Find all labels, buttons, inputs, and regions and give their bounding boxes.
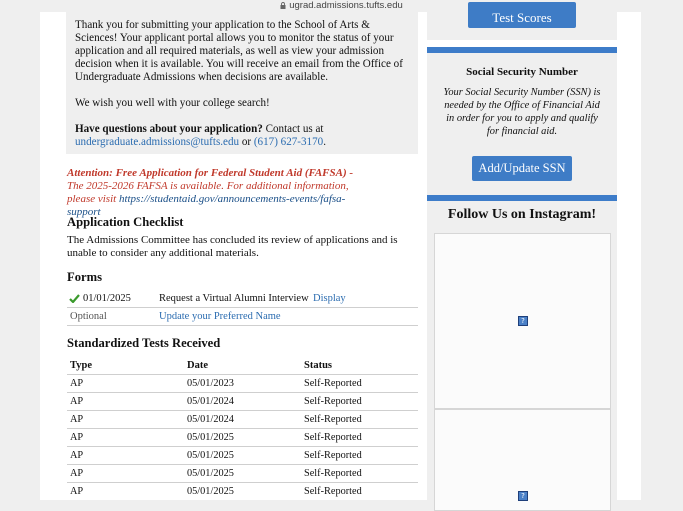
phone-link[interactable]: (617) 627-3170	[253, 136, 324, 148]
contact-label: Contact us at	[262, 123, 324, 135]
col-status: Status	[304, 360, 333, 371]
update-preferred-name-link[interactable]: Update your Preferred Name	[159, 311, 281, 322]
table-row	[67, 392, 418, 411]
forms-title: Forms	[67, 270, 102, 284]
test-date: 05/01/2025	[187, 432, 234, 443]
test-status: Self-Reported	[304, 396, 362, 407]
period: .	[323, 136, 326, 148]
ssn-title: Social Security Number	[466, 66, 578, 78]
test-status: Self-Reported	[304, 432, 362, 443]
tests-title: Standardized Tests Received	[67, 336, 221, 350]
url-text: ugrad.admissions.tufts.edu	[289, 0, 403, 11]
contact-text	[75, 123, 410, 149]
test-type: AP	[70, 486, 84, 497]
col-type: Type	[70, 360, 92, 371]
test-date: 05/01/2025	[187, 468, 234, 479]
test-date: 05/01/2025	[187, 486, 234, 497]
broken-image-icon: ?	[518, 491, 528, 501]
test-date: 05/01/2023	[187, 378, 234, 389]
or-text: or	[239, 136, 254, 148]
fafsa-text: The 2025-2026 FAFSA is available. For additional information, please visit	[67, 180, 349, 205]
test-type: AP	[70, 450, 84, 461]
checklist-title: Application Checklist	[67, 215, 184, 229]
optional-label: Optional	[70, 311, 107, 322]
test-type: AP	[70, 396, 84, 407]
lock-icon	[280, 2, 286, 9]
test-status: Self-Reported	[304, 486, 362, 497]
intro-paragraph: Thank you for submitting your application to the School of Arts & Sciences! Your applicant portal allows you to monitor the status of your application and all required materials, as well as view your admission decision when it is available. You will receive an email from the Office of Undergraduate Admissions when decisions are available.	[75, 19, 403, 83]
page-content	[40, 12, 641, 500]
table-row	[67, 410, 418, 429]
test-status: Self-Reported	[304, 450, 362, 461]
intro-panel	[66, 12, 418, 154]
test-scores-panel	[427, 12, 617, 40]
tests-table-header	[67, 360, 418, 374]
fafsa-heading: Attention: Free Application for Federal Student Aid (FAFSA) -	[67, 167, 354, 179]
col-date: Date	[187, 360, 208, 371]
ssn-panel	[427, 47, 617, 195]
form-row	[67, 290, 418, 308]
questions-heading: Have questions about your application?	[75, 123, 263, 135]
test-type: AP	[70, 414, 84, 425]
test-date: 05/01/2024	[187, 414, 234, 425]
test-type: AP	[70, 378, 84, 389]
test-date: 05/01/2024	[187, 396, 234, 407]
table-row	[67, 374, 418, 393]
instagram-post[interactable]	[434, 233, 611, 409]
checkmark-icon	[69, 294, 80, 303]
instagram-post[interactable]	[434, 409, 611, 511]
browser-url-bar[interactable]	[0, 0, 683, 12]
add-update-ssn-button[interactable]: Add/Update SSN	[472, 156, 572, 181]
display-link[interactable]: Display	[313, 293, 346, 304]
broken-image-icon: ?	[518, 316, 528, 326]
form-name: Request a Virtual Alumni Interview	[159, 293, 309, 304]
email-link[interactable]: undergraduate.admissions@tufts.edu	[75, 136, 240, 148]
checklist-text: The Admissions Committee has concluded its review of applications and is unable to consider any additional materials.	[67, 234, 398, 259]
fafsa-notice	[67, 167, 367, 219]
test-date: 05/01/2025	[187, 450, 234, 461]
table-row	[67, 428, 418, 447]
test-type: AP	[70, 432, 84, 443]
instagram-panel	[427, 195, 617, 506]
table-row	[67, 464, 418, 483]
table-row	[67, 446, 418, 465]
test-status: Self-Reported	[304, 414, 362, 425]
instagram-title: Follow Us on Instagram!	[447, 207, 597, 222]
wish-text: We wish you well with your college search!	[75, 97, 270, 109]
test-status: Self-Reported	[304, 378, 362, 389]
form-date: 01/01/2025	[83, 293, 131, 304]
form-row	[67, 308, 418, 326]
test-status: Self-Reported	[304, 468, 362, 479]
test-type: AP	[70, 468, 84, 479]
ssn-description: Your Social Security Number (SSN) is needed by the Office of Financial Aid in order for you to apply and qualify for financial aid.	[443, 87, 601, 137]
table-row	[67, 482, 418, 501]
fafsa-link[interactable]: https://studentaid.gov/announcements-events/fafsa-support	[67, 193, 346, 218]
test-scores-button[interactable]: Test Scores	[468, 2, 576, 28]
